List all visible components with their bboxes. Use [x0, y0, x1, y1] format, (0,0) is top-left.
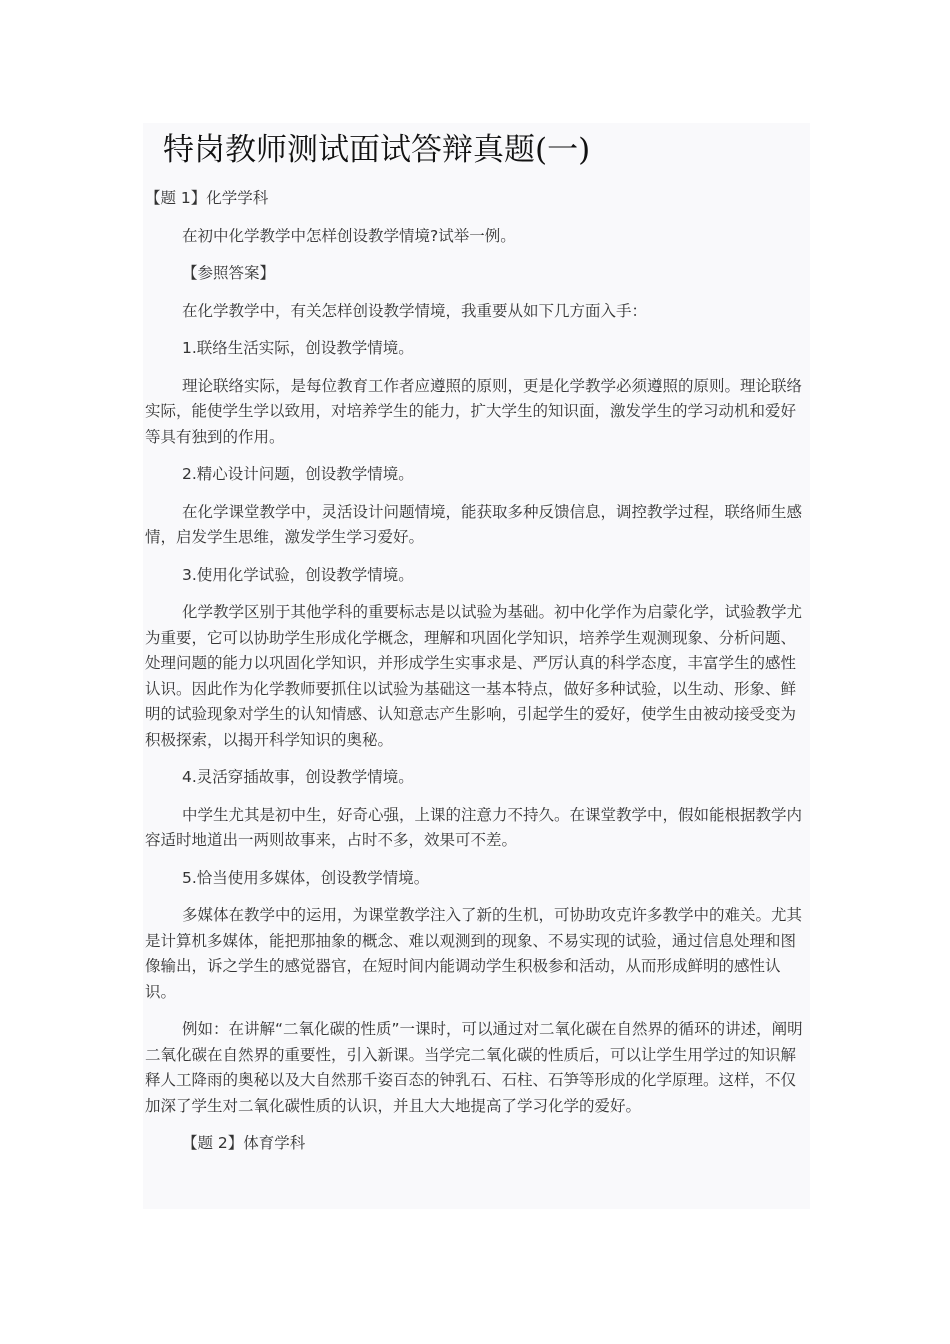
point-heading-2: 2.精心设计问题，创设教学情境。 [182, 465, 414, 483]
page-title: 特岗教师测试面试答辩真题(一) [163, 132, 591, 168]
point-heading-3: 3.使用化学试验，创设教学情境。 [182, 565, 414, 584]
question-heading-1: 【题 1】化学学科 [145, 189, 269, 207]
document-body [145, 186, 809, 1157]
question-heading-2: 【题 2】体育学科 [182, 1134, 306, 1152]
point-heading-1: 1.联络生活实际，创设教学情境。 [182, 339, 414, 357]
answer-intro: 在化学教学中，有关怎样创设教学情境，我重要从如下几方面入手： [182, 301, 648, 320]
point-body-4: 中学生尤其是初中生，好奇心强，上课的注意力不持久。在课堂教学中，假如能根据教学内容适时地道出一两则故事来，占时不多，效果可不差。 [145, 805, 803, 849]
point-body-1: 理论联络实际，是每位教育工作者应遵照的原则，更是化学教学必须遵照的原则。理论联络实际，能使学生学以致用，对培养学生的能力，扩大学生的知识面，激发学生的学习动机和爱好等具有独到的作用。 [145, 376, 803, 446]
point-heading-5: 5.恰当使用多媒体，创设教学情境。 [182, 868, 430, 887]
point-body-5: 多媒体在教学中的运用，为课堂教学注入了新的生机，可协助攻克许多教学中的难关。尤其是计算机多媒体，能把那抽象的概念、难以观测到的现象、不易实现的试验，通过信息处理和图像输出，诉之学生的感觉器官，在短时间内能调动学生积极参和活动，从而形成鲜明的感性认识。 [145, 906, 803, 1001]
point-body-2: 在化学课堂教学中，灵活设计问题情境，能获取多种反馈信息，调控教学过程，联络师生感情，启发学生思维，激发学生学习爱好。 [145, 502, 803, 546]
example-paragraph: 例如：在讲解“二氧化碳的性质”一课时，可以通过对二氧化碳在自然界的循环的讲述，阐明二氧化碳在自然界的重要性，引入新课。当学完二氧化碳的性质后，可以让学生用学过的知识解释人工降雨的奥秘以及大自然那千姿百态的钟乳石、石柱、石笋等形成的化学原理。这样，不仅加深了学生对二氧化碳性质的认识，并且大大地提高了学习化学的爱好。 [145, 1020, 803, 1115]
point-heading-4: 4.灵活穿插故事，创设教学情境。 [182, 768, 414, 786]
question-text: 在初中化学教学中怎样创设教学情境?试举一例。 [182, 226, 516, 245]
answer-heading: 【参照答案】 [182, 264, 276, 282]
point-body-3: 化学教学区别于其他学科的重要标志是以试验为基础。初中化学作为启蒙化学，试验教学尤为重要，它可以协助学生形成化学概念，理解和巩固化学知识，培养学生观测现象、分析问题、处理问题的能力以巩固化学知识，并形成学生实事求是、严厉认真的科学态度，丰富学生的感性认识。因此作为化学教师要抓住以试验为基础这一基本特点，做好多种试验，以生动、形象、鲜明的试验现象对学生的认知情感、认知意志产生影响，引起学生的爱好，使学生由被动接受变为积极探索，以揭开科学知识的奥秘。 [145, 603, 803, 749]
